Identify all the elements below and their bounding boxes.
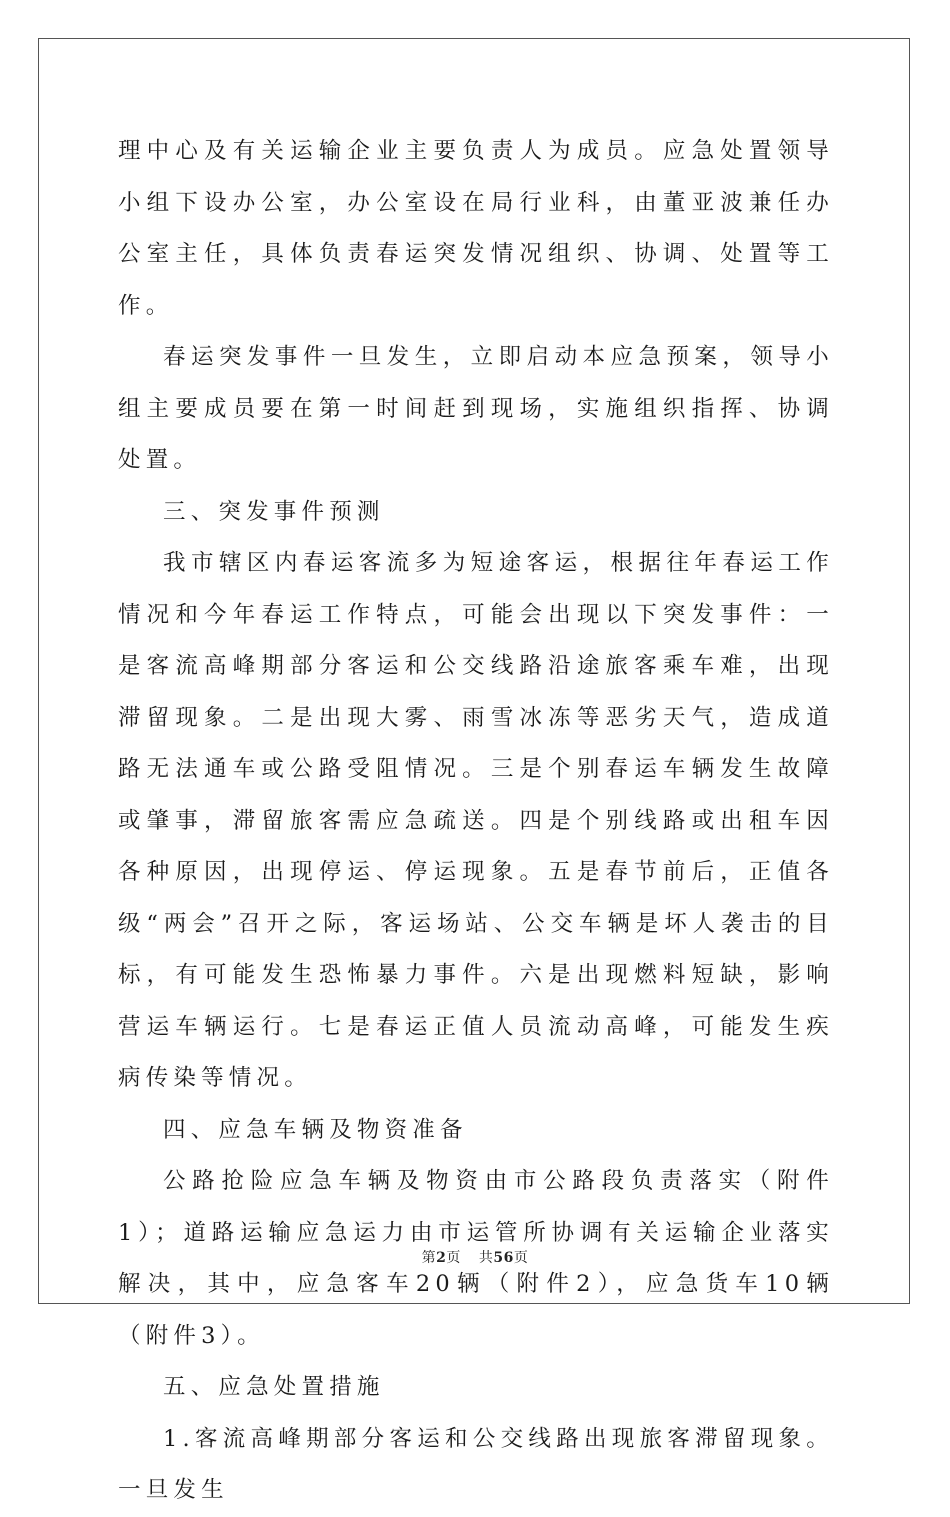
page-suffix: 页 — [446, 1250, 461, 1266]
paragraph-emergency-start: 春运突发事件一旦发生，立即启动本应急预案，领导小组主要成员要在第一时间赶到现场，实施组织指挥、协调处置。 — [118, 344, 834, 473]
paragraph-leading-org: 理中心及有关运输企业主要负责人为成员。应急处置领导小组下设办公室，办公室设在局行业科，由董亚波兼任办公室主任，具体负责春运突发情况组织、协调、处置等工作。 — [118, 138, 834, 319]
paragraph-measure-1: 1.客流高峰期部分客运和公交线路出现旅客滞留现象。一旦发生 — [118, 1425, 834, 1503]
page-number: 2 — [436, 1250, 447, 1266]
heading-event-prediction: 三、突发事件预测 — [163, 498, 385, 525]
heading-response-measures: 五、应急处置措施 — [163, 1374, 385, 1400]
total-pages: 56 — [493, 1250, 514, 1266]
page-prefix: 第 — [421, 1250, 437, 1266]
document-body — [118, 126, 834, 1517]
page-footer — [0, 1247, 950, 1267]
heading-vehicle-preparation: 四、应急车辆及物资准备 — [163, 1116, 468, 1143]
paragraph-vehicle-preparation: 公路抢险应急车辆及物资由市公路段负责落实（附件1）；道路运输应急运力由市运管所协调有关运输企业落实解决，其中，应急客车20辆（附件2），应急货车10辆（附件3）。 — [118, 1168, 834, 1349]
total-suffix: 页 — [513, 1250, 529, 1266]
total-prefix: 共 — [478, 1250, 494, 1266]
paragraph-event-list: 我市辖区内春运客流多为短途客运，根据往年春运工作情况和今年春运工作特点，可能会出现以下突发事件：一是客流高峰期部分客运和公交线路沿途旅客乘车难，出现滞留现象。二是出现大雾、雨雪冰冻等恶劣天气，造成道路无法通车或公路受阻情况。三是个别春运车辆发生故障或肇事，滞留旅客需应急疏送。四是个别线路或出租车因各种原因，出现停运、停运现象。五是春节前后，正值各级“两会”召开之际，客运场站、公交车辆是坏人袭击的目标，有可能发生恐怖暴力事件。六是出现燃料短缺，影响营运车辆运行。七是春运正值人员流动高峰，可能发生疾病传染等情况。 — [118, 550, 834, 1091]
